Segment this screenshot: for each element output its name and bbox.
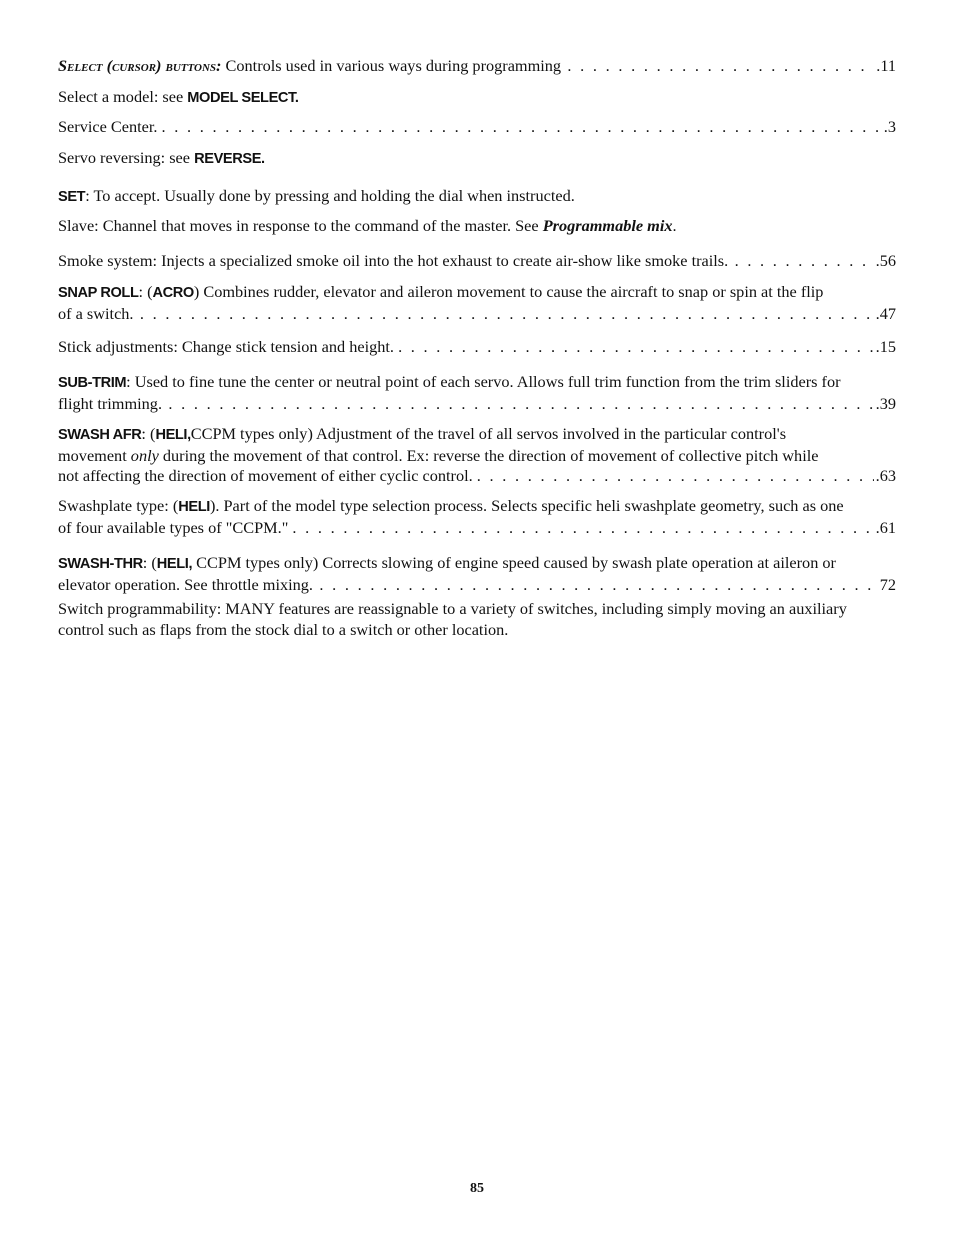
entry-text: Select a model: see [58, 87, 188, 106]
entry-text: Stick adjustments: Change stick tension and height. [58, 337, 399, 356]
entry-text: ). Part of the model type selection process. Selects specific heli swashplate geometry, such as one [209, 496, 844, 515]
index-entry-swashplate-type [58, 496, 896, 538]
entry-text: flight trimming. [58, 393, 163, 413]
entry-emphasis: only [130, 445, 159, 465]
page-number: 85 [470, 1181, 484, 1196]
entry-text: : To accept. Usually done by pressing and holding the dial when instructed. [85, 186, 575, 205]
entry-text: movement [58, 445, 131, 465]
entry-keyword: ACRO [152, 285, 194, 301]
entry-line [58, 394, 896, 415]
page-reference: .56 [875, 251, 896, 270]
index-entry-servo-reversing [58, 148, 896, 170]
page-reference: .3 [883, 117, 896, 136]
entry-text: of a switch. [58, 303, 134, 323]
entry-keyword: SET [58, 189, 86, 205]
index-entry-service-center [58, 117, 896, 138]
entry-term: Select (cursor) buttons: [58, 56, 222, 75]
entry-text: : ( [141, 424, 156, 443]
entry-text: : ( [142, 553, 157, 572]
entry-text: Servo reversing: see [58, 148, 195, 167]
entry-keyword: MODEL SELECT. [187, 90, 299, 106]
page-reference: 72 [879, 574, 896, 594]
index-entry-smoke-system [58, 251, 896, 272]
entry-line [58, 518, 896, 539]
entry-line [58, 117, 896, 138]
entry-keyword: SNAP ROLL [58, 285, 139, 301]
entry-text: control such as flaps from the stock dial to a switch or other location. [58, 619, 509, 639]
entry-text: . [672, 216, 677, 235]
entry-text: not affecting the direction of movement of either cyclic control. [58, 466, 477, 486]
entry-text: Controls used in various ways during programming [221, 56, 562, 75]
page-reference: .63 [875, 466, 896, 486]
entry-text: Smoke system: Injects a specialized smoke oil into the hot exhaust to create air-show like smoke trails. [58, 251, 729, 270]
entry-text: CCPM types only) Corrects slowing of engine speed caused by swash plate operation at aileron or [192, 553, 836, 572]
index-entry-stick-adjustments [58, 337, 896, 358]
index-entry-swash-thr [58, 553, 896, 595]
entry-line [58, 56, 896, 77]
page-reference: .61 [875, 517, 896, 537]
entry-text: : ( [138, 282, 153, 301]
entry-keyword: REVERSE. [194, 151, 265, 167]
entry-line [58, 337, 896, 358]
entry-cross-reference: Programmable mix [542, 216, 673, 235]
entry-text: CCPM types only) Adjustment of the travel of all servos involved in the particular control's [190, 424, 787, 443]
page-reference: .47 [875, 303, 896, 323]
entry-keyword: SWASH-THR [58, 556, 143, 572]
page-reference: .11 [876, 56, 896, 75]
index-entry-slave [58, 216, 896, 237]
entry-text: Swashplate type: ( [58, 496, 179, 515]
index-entry-select-model [58, 87, 896, 109]
entry-keyword: HELI [178, 499, 210, 515]
index-entry-sub-trim [58, 372, 896, 414]
index-entry-swash-afr [58, 424, 896, 487]
entry-text: Slave: Channel that moves in response to the command of the master. See [58, 216, 543, 235]
entry-text: : Used to fine tune the center or neutral point of each servo. Allows full trim function from the trim sliders for [126, 372, 841, 391]
index-entry-switch-programmability [58, 599, 898, 640]
index-entry-select-buttons [58, 56, 896, 77]
page-reference: .15 [875, 337, 896, 356]
entry-keyword: HELI, [156, 556, 193, 572]
entry-line [58, 251, 896, 272]
page-reference: .39 [875, 393, 896, 413]
entry-text: ) Combines rudder, elevator and aileron movement to cause the aircraft to snap or spin at the flip [193, 282, 824, 301]
entry-keyword: SUB-TRIM [58, 375, 127, 391]
entry-keyword: SWASH AFR [58, 427, 142, 443]
entry-line [58, 466, 896, 487]
entry-keyword: HELI, [155, 427, 191, 443]
index-entry-snap-roll [58, 282, 896, 324]
index-entry-set [58, 186, 896, 208]
entry-line [58, 575, 896, 596]
entry-text: during the movement of that control. Ex: reverse the direction of movement of collective pitch while [158, 445, 819, 465]
entry-text: elevator operation. See throttle mixing. [58, 574, 313, 594]
entry-text: Service Center. [58, 117, 162, 136]
entry-line [58, 304, 896, 325]
entry-text: Switch programmability: MANY features are reassignable to a variety of switches, including simply moving an auxiliary [58, 599, 847, 618]
entry-text: of four available types of "CCPM." [58, 517, 293, 537]
